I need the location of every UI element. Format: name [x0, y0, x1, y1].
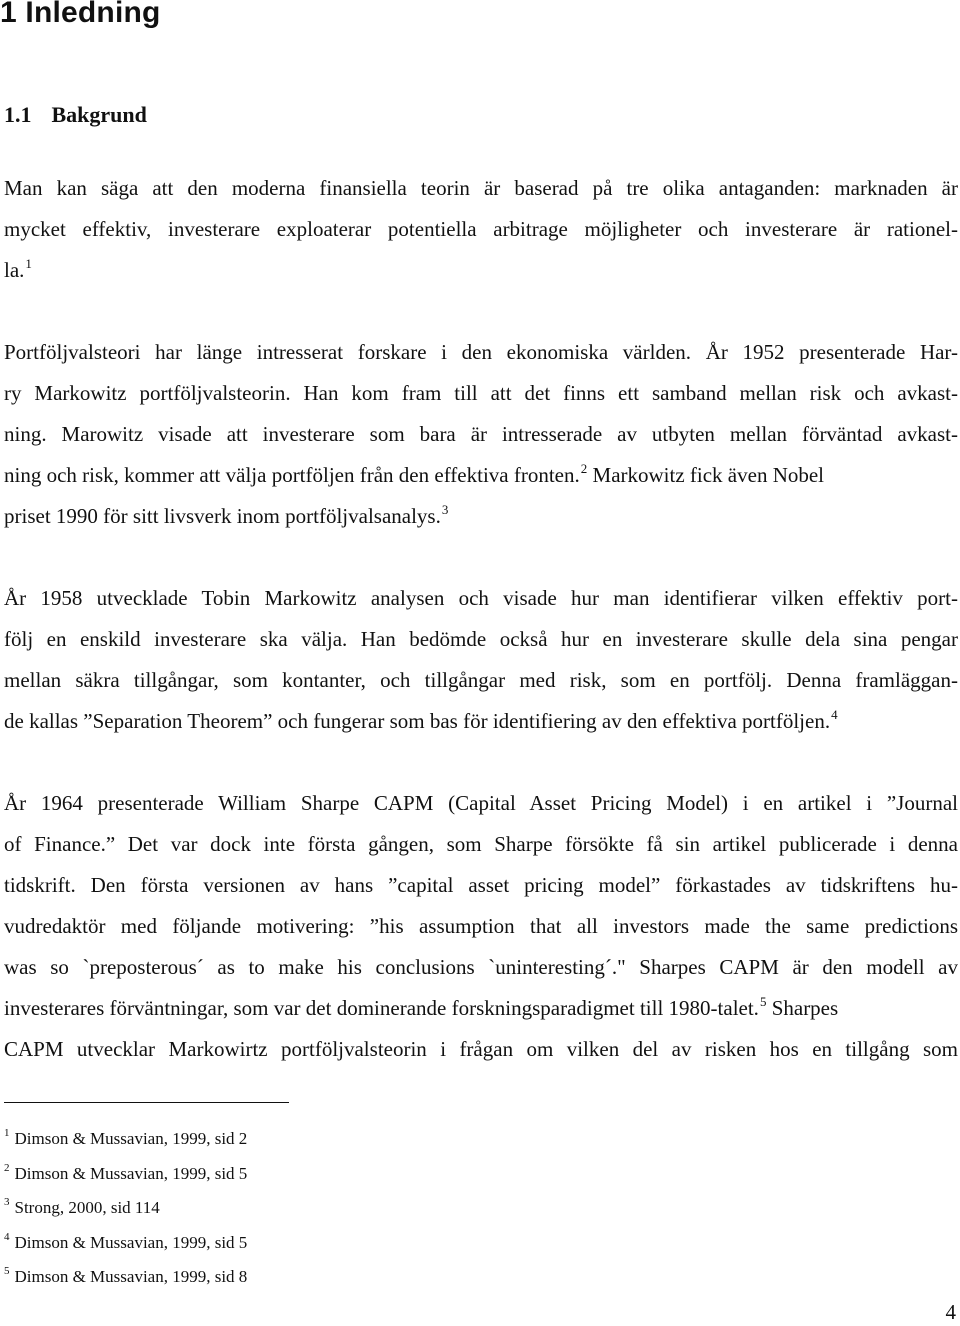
section-number: 1.1: [4, 102, 32, 127]
section-heading: [4, 102, 147, 128]
paragraph-line: CAPM utvecklar Markowirtz portföljvalsteorin i frågan om vilken del av risken hos en tillgång som: [4, 1037, 958, 1061]
paragraph-line: ry Markowitz portföljvalsteorin. Han kom fram till att det finns ett samband mellan risk och avkast-: [4, 381, 958, 405]
page-number: 4: [945, 1300, 956, 1324]
footnote-ref: 5: [759, 994, 767, 1009]
paragraph-line: vudredaktör med följande motivering: ”his assumption that all investors made the same predictions: [4, 914, 958, 938]
paragraph-line: ning. Marowitz visade att investerare som bara är intresserade av utbyten mellan förväntad avkast-: [4, 422, 958, 446]
paragraph-line: [4, 995, 958, 1021]
paragraph-line: År 1958 utvecklade Tobin Markowitz analysen och visade hur man identifierar vilken effektiv port-: [4, 586, 958, 610]
footnote-text: Dimson & Mussavian, 1999, sid 5: [14, 1233, 248, 1252]
paragraph-line: [4, 257, 958, 283]
footnote: [4, 1163, 247, 1185]
footnote-ref: 4: [831, 707, 838, 722]
footnote: [4, 1128, 247, 1150]
paragraph-line: [4, 503, 958, 529]
footnote-separator: [4, 1102, 289, 1103]
footnote: [4, 1197, 160, 1219]
footnote-ref: 3: [441, 502, 449, 517]
line-text: investerares förväntningar, som var det dominerande forskningsparadigmet till 1980-talet.: [4, 996, 759, 1020]
line-text: Sharpes: [766, 996, 839, 1020]
paragraph-line: tidskrift. Den första versionen av hans ”capital asset pricing model” förkastades av tidskriftens hu-: [4, 873, 958, 897]
paragraph-line: Man kan säga att den moderna finansiella teorin är baserad på tre olika antaganden: marknaden är: [4, 176, 958, 200]
line-text: la.: [4, 258, 25, 282]
paragraph-line: mellan säkra tillgångar, som kontanter, och tillgångar med risk, som en portfölj. Denna framläggan-: [4, 668, 958, 692]
line-text: ning och risk, kommer att välja portföljen från den effektiva fronten.: [4, 463, 580, 487]
paragraph-line: [4, 708, 958, 734]
section-title: Bakgrund: [51, 102, 147, 127]
footnote-text: Dimson & Mussavian, 1999, sid 8: [14, 1267, 248, 1286]
footnote-number: 1: [4, 1127, 10, 1139]
paragraph-line: mycket effektiv, investerare exploaterar potentiella arbitrage möjligheter och investerare är rationel-: [4, 217, 958, 241]
footnote-ref: 1: [25, 256, 32, 271]
footnote-text: Dimson & Mussavian, 1999, sid 2: [14, 1129, 248, 1148]
footnote-number: 2: [4, 1162, 10, 1174]
line-text: priset 1990 för sitt livsverk inom portföljvalsanalys.: [4, 504, 441, 528]
paragraph-line: följ en enskild investerare ska välja. Han bedömde också hur en investerare skulle dela sina pengar: [4, 627, 958, 651]
footnote-number: 4: [4, 1231, 10, 1243]
line-text: de kallas ”Separation Theorem” och fungerar som bas för identifiering av den effektiva portföljen.: [4, 709, 831, 733]
paragraph-line: [4, 462, 958, 488]
footnote-number: 3: [4, 1196, 10, 1208]
paragraph-line: Portföljvalsteori har länge intresserat forskare i den ekonomiska världen. År 1952 presenterade Har-: [4, 340, 958, 364]
footnote: [4, 1232, 247, 1254]
footnote-number: 5: [4, 1265, 10, 1277]
line-text: Markowitz fick även Nobel: [587, 463, 825, 487]
paragraph-line: was so `preposterous´ as to make his conclusions `uninteresting´." Sharpes CAPM är den modell av: [4, 955, 958, 979]
chapter-heading: 1 Inledning: [0, 0, 161, 29]
footnote-ref: 2: [580, 461, 588, 476]
footnote-text: Strong, 2000, sid 114: [14, 1198, 160, 1217]
footnote-text: Dimson & Mussavian, 1999, sid 5: [14, 1164, 248, 1183]
paragraph-line: År 1964 presenterade William Sharpe CAPM (Capital Asset Pricing Model) i en artikel i ”Journal: [4, 791, 958, 815]
paragraph-line: of Finance.” Det var dock inte första gången, som Sharpe försökte få sin artikel publicerade i denna: [4, 832, 958, 856]
footnote: [4, 1266, 247, 1288]
